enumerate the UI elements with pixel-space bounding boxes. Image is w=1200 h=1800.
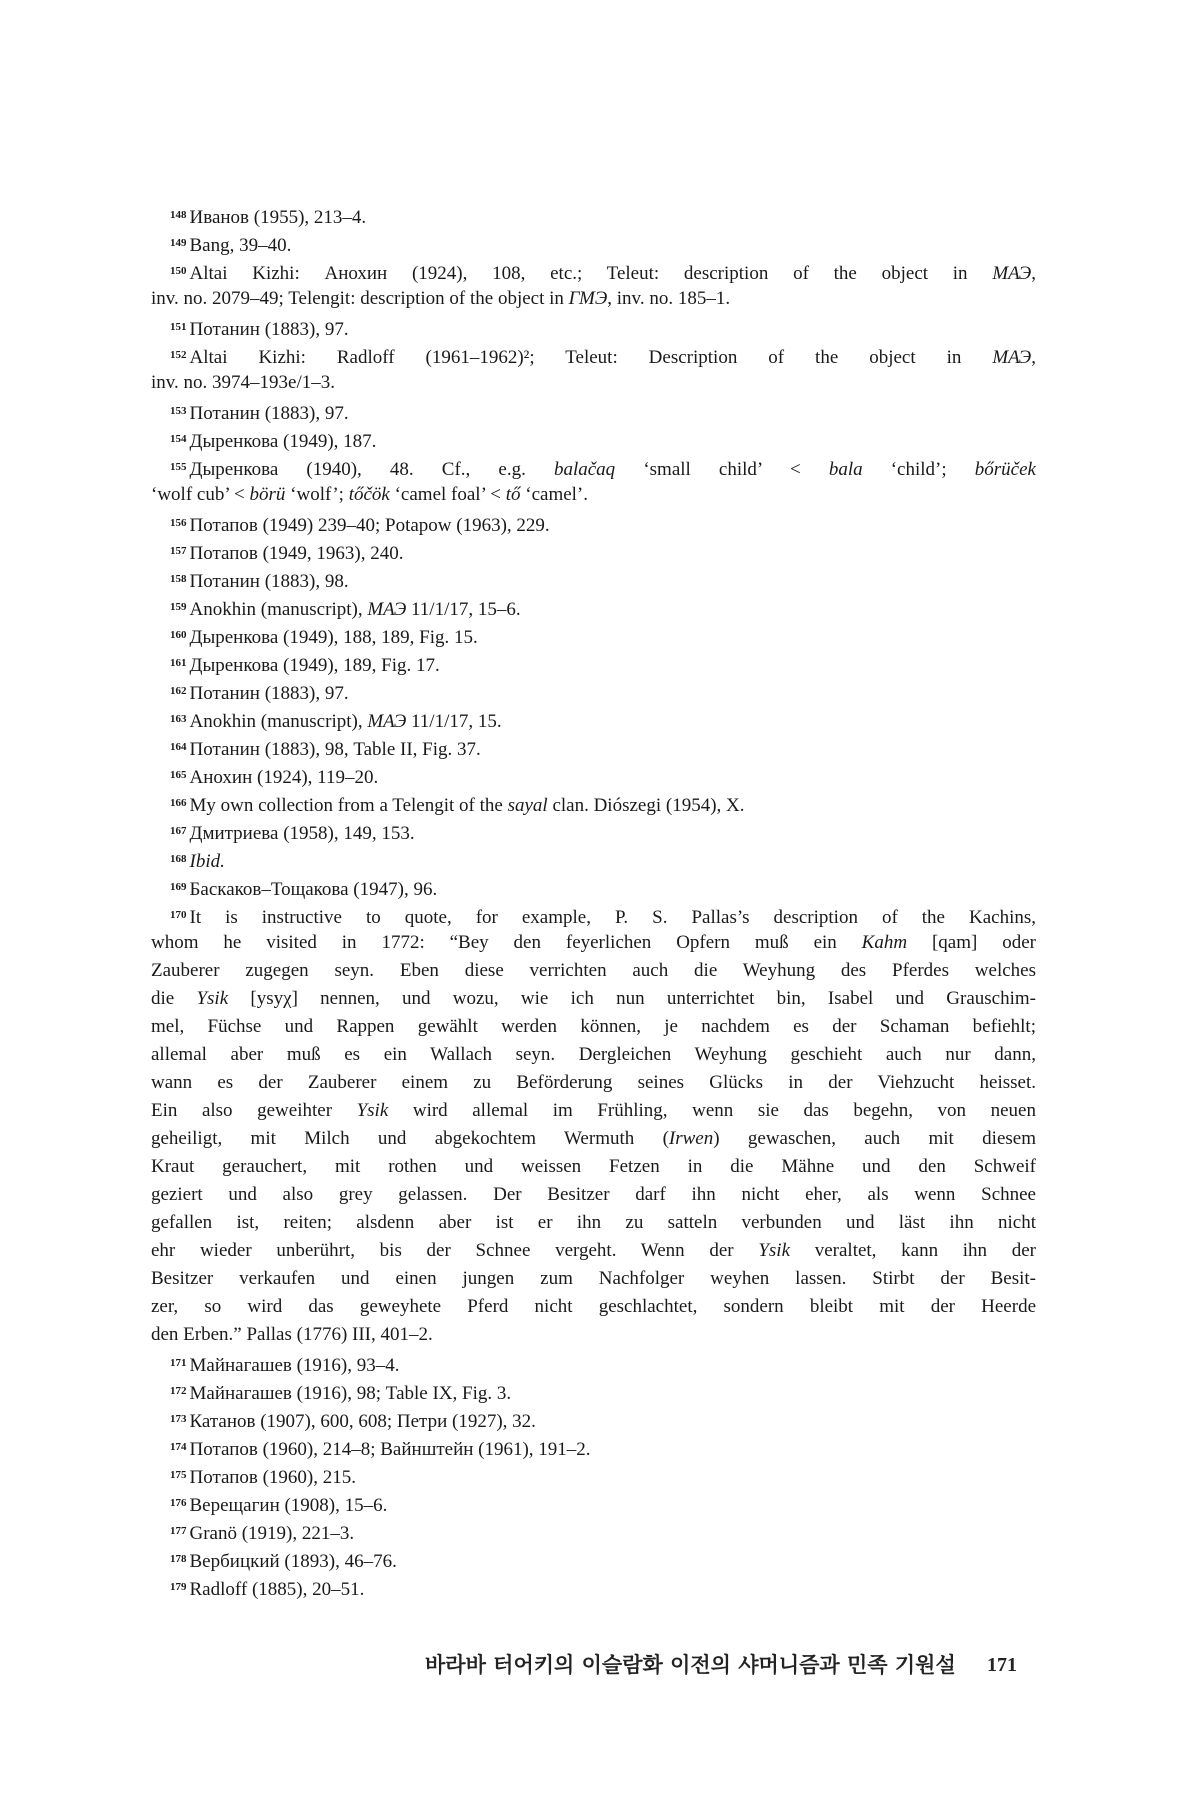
footnote-text: My own collection from a Telengit of the [189,795,508,816]
footnote-text: den Erben.” Pallas (1776) III, 401–2. [151,1324,433,1345]
footnote-text: Radloff (1885), 20–51. [189,1579,365,1600]
footnote-163 [151,705,1036,733]
footnote-152 [151,341,1036,397]
footnote-text: Потанин (1883), 98. [189,571,349,592]
footnote-line [151,733,1036,761]
footnote-text: veraltet, kann ihn der [790,1240,1036,1261]
italic-term: börü [249,484,286,505]
footnote-line [151,985,1036,1013]
footnote-text: Altai Kizhi: Анохин (1924), 108, etc.; Teleut: description of the object in [189,263,993,284]
footnote-line [151,1573,1036,1601]
footnote-text: It is instructive to quote, for example, P. S. Pallas’s description of the Kachins, [189,907,1036,928]
footnote-number: 151 [170,321,187,333]
page-footer [425,1648,1025,1682]
footnote-line [151,341,1036,369]
footnote-text: gefallen ist, reiten; alsdenn aber ist er ihn zu satteln verbunden und läst ihn nicht [151,1212,1036,1233]
footnote-text: [qam] oder [907,932,1036,953]
italic-term: balačaq [553,459,616,480]
footnote-number: 155 [170,461,187,473]
italic-term: sayal [507,795,548,816]
footnote-text: allemal aber muß es ein Wallach seyn. Dergleichen Weyhung geschieht auch nur dann, [151,1044,1036,1065]
footnote-line [151,201,1036,229]
footnote-number: 178 [170,1553,187,1565]
footnote-text: die [151,988,197,1009]
footnote-text: ‘camel’. [520,484,589,505]
page-number: 171 [987,1654,1017,1676]
footnote-line [151,929,1036,957]
italic-term: МАЭ [992,347,1032,368]
footnote-number: 179 [170,1581,187,1593]
footnote-line [151,1433,1036,1461]
footnote-number: 170 [170,909,187,921]
footnote-line [151,313,1036,341]
footnote-number: 150 [170,265,187,277]
footnote-150 [151,257,1036,313]
footnote-text: Потанин (1883), 97. [189,319,349,340]
footnote-text: Дыренкова (1940), 48. Cf., e.g. [189,459,554,480]
footnote-line [151,705,1036,733]
footnote-line [151,593,1036,621]
footnote-text: Дыренкова (1949), 189, Fig. 17. [189,655,440,676]
italic-term: Kahm [861,932,908,953]
footnote-number: 175 [170,1469,187,1481]
footnote-line [151,817,1036,845]
footnote-text: Anokhin (manuscript), [189,711,368,732]
footnote-number: 160 [170,629,187,641]
footnote-line [151,1153,1036,1181]
footnote-161 [151,649,1036,677]
footnote-number: 164 [170,741,187,753]
footnote-text: [ysyχ] nennen, und wozu, wie ich nun unterrichtet bin, Isabel und Grauschim- [228,988,1036,1009]
footnote-line [151,761,1036,789]
footnote-number: 154 [170,433,187,445]
footnote-number: 149 [170,237,187,249]
footnote-text: clan. Diószegi (1954), X. [547,795,745,816]
italic-term: МАЭ [367,599,407,620]
footnote-number: 162 [170,685,187,697]
footnote-160 [151,621,1036,649]
footnote-line [151,425,1036,453]
footnote-text: zer, so wird das geweyhete Pferd nicht geschlachtet, sondern bleibt mit der Heerde [151,1296,1036,1317]
footnote-text: Besitzer verkaufen und einen jungen zum Nachfolger weyhen lassen. Stirbt der Besit- [151,1268,1036,1289]
footnote-text: wann es der Zauberer einem zu Beförderung seines Glücks in der Viehzucht heisset. [151,1072,1036,1093]
footnote-177 [151,1517,1036,1545]
footnote-line [151,481,1036,509]
italic-term: Irwen [668,1128,714,1149]
footnote-line [151,845,1036,873]
footnote-line [151,1181,1036,1209]
footnote-text: Дыренкова (1949), 187. [189,431,377,452]
footnote-164 [151,733,1036,761]
footnote-text: Потанин (1883), 97. [189,403,349,424]
footnote-text: ) gewaschen, auch mit diesem [713,1128,1036,1149]
footnote-number: 169 [170,881,187,893]
footnote-172 [151,1377,1036,1405]
footnote-number: 158 [170,573,187,585]
footnote-line [151,285,1036,313]
footnote-178 [151,1545,1036,1573]
footnote-text: ‘small child’ < [615,459,829,480]
footnote-179 [151,1573,1036,1601]
italic-term: ГМЭ [568,288,608,309]
footnote-text: , [1031,347,1036,368]
footnote-line [151,1097,1036,1125]
footnote-176 [151,1489,1036,1517]
footnote-169 [151,873,1036,901]
footnote-number: 174 [170,1441,187,1453]
footnote-line [151,1209,1036,1237]
footnote-number: 172 [170,1385,187,1397]
footnote-number: 163 [170,713,187,725]
footnote-line [151,1293,1036,1321]
footnote-line [151,1013,1036,1041]
footnote-number: 159 [170,601,187,613]
footnote-number: 166 [170,797,187,809]
footnote-text: Потапов (1960), 215. [189,1467,356,1488]
footnote-number: 148 [170,209,187,221]
footnote-line [151,369,1036,397]
footnote-text: Потанин (1883), 98, Table II, Fig. 37. [189,739,481,760]
italic-term: МАЭ [992,263,1032,284]
italic-term: bala [828,459,863,480]
footnote-149 [151,229,1036,257]
footnote-number: 177 [170,1525,187,1537]
footnote-number: 176 [170,1497,187,1509]
footnote-line [151,509,1036,537]
footnote-number: 152 [170,349,187,361]
italic-term: bőrüček [974,459,1036,480]
footnote-text: mel, Füchse und Rappen gewählt werden können, je nachdem es der Schaman befiehlt; [151,1016,1036,1037]
footnote-text: inv. no. 3974–193e/1–3. [151,372,336,393]
footnote-text: geziert und also grey gelassen. Der Besitzer darf ihn nicht eher, als wenn Schnee [151,1184,1036,1205]
footnote-text: Granö (1919), 221–3. [189,1523,355,1544]
footnote-line [151,397,1036,425]
footnote-148 [151,201,1036,229]
footnotes-list [151,201,1036,1601]
footnote-text: geheiligt, mit Milch und abgekochtem Wermuth ( [151,1128,669,1149]
footnote-170 [151,901,1036,1349]
footnote-text: Bang, 39–40. [189,235,292,256]
footnote-number: 156 [170,517,187,529]
footnote-line [151,1125,1036,1153]
footnote-167 [151,817,1036,845]
footnote-151 [151,313,1036,341]
footnote-line [151,1405,1036,1433]
footnote-text: Ein also geweihter [151,1100,357,1121]
footnote-line [151,789,1036,817]
footnote-text: , inv. no. 185–1. [607,288,731,309]
footnote-156 [151,509,1036,537]
footnote-text: Потапов (1960), 214–8; Вайнштейн (1961), 191–2. [189,1439,591,1460]
footnote-158 [151,565,1036,593]
italic-term: Ysik [356,1100,389,1121]
footnote-154 [151,425,1036,453]
footnote-text: wird allemal im Frühling, wenn sie das begehn, von neuen [388,1100,1036,1121]
footnote-line [151,257,1036,285]
footnote-line [151,957,1036,985]
footnote-line [151,1041,1036,1069]
footnote-text: Дыренкова (1949), 188, 189, Fig. 15. [189,627,478,648]
footnote-line [151,1321,1036,1349]
footnote-text: ehr wieder unberührt, bis der Schnee vergeht. Wenn der [151,1240,759,1261]
footnote-line [151,453,1036,481]
footnote-number: 173 [170,1413,187,1425]
footnote-number: 167 [170,825,187,837]
footnote-text: Катанов (1907), 600, 608; Петри (1927), 32. [189,1411,536,1432]
footnote-168 [151,845,1036,873]
footnote-159 [151,593,1036,621]
footnote-line [151,1377,1036,1405]
footnote-line [151,1237,1036,1265]
footnote-text: 11/1/17, 15–6. [406,599,521,620]
footnote-line [151,1265,1036,1293]
footnote-text: Майнагашев (1916), 98; Table IX, Fig. 3. [189,1383,512,1404]
footnote-text: Анохин (1924), 119–20. [189,767,379,788]
footnote-text: Altai Kizhi: Radloff (1961–1962)²; Teleut: Description of the object in [189,347,993,368]
footnote-text: Иванов (1955), 213–4. [189,207,367,228]
italic-term: tőčök [348,484,390,505]
footnote-text: Верещагин (1908), 15–6. [189,1495,388,1516]
footnote-line [151,565,1036,593]
italic-term: Ysik [758,1240,791,1261]
italic-term: Ysik [196,988,229,1009]
footnote-number: 161 [170,657,187,669]
footnote-text: Баскаков–Тощакова (1947), 96. [189,879,438,900]
footnote-157 [151,537,1036,565]
footnote-text: whom he visited in 1772: “Bey den feyerlichen Opfern muß ein [151,932,862,953]
footnote-line [151,229,1036,257]
footnote-166 [151,789,1036,817]
footnote-number: 165 [170,769,187,781]
footnote-text: ‘camel foal’ < [389,484,506,505]
italic-term: Ibid. [189,851,225,872]
footnote-text: ‘child’; [862,459,975,480]
footnote-171 [151,1349,1036,1377]
footnote-line [151,537,1036,565]
italic-term: МАЭ [367,711,407,732]
footnote-line [151,677,1036,705]
footnote-line [151,621,1036,649]
footnote-text: 11/1/17, 15. [406,711,502,732]
footnote-text: ‘wolf cub’ < [151,484,250,505]
footnote-text: Zauberer zugegen seyn. Eben diese verrichten auch die Weyhung des Pferdes welches [151,960,1036,981]
footnote-number: 168 [170,853,187,865]
footnote-number: 157 [170,545,187,557]
footnote-text: , [1031,263,1036,284]
footnote-line [151,873,1036,901]
footnote-173 [151,1405,1036,1433]
footnote-text: Потапов (1949) 239–40; Potapow (1963), 229. [189,515,550,536]
footnote-text: Потанин (1883), 97. [189,683,349,704]
footnote-line [151,1461,1036,1489]
footnote-text: Kraut gerauchert, mit rothen und weissen Fetzen in die Mähne und den Schweif [151,1156,1036,1177]
footnote-text: Вербицкий (1893), 46–76. [189,1551,397,1572]
footnote-153 [151,397,1036,425]
footnote-text: ‘wolf’; [285,484,349,505]
footnote-line [151,1489,1036,1517]
footnote-number: 171 [170,1357,187,1369]
footnote-number: 153 [170,405,187,417]
footnote-line [151,1349,1036,1377]
italic-term: tő [505,484,521,505]
footnote-174 [151,1433,1036,1461]
footnote-text: Anokhin (manuscript), [189,599,368,620]
footnote-175 [151,1461,1036,1489]
footnote-line [151,649,1036,677]
footnote-text: Потапов (1949, 1963), 240. [189,543,404,564]
footnote-line [151,1069,1036,1097]
footnote-162 [151,677,1036,705]
footnote-line [151,1517,1036,1545]
footnote-text: Дмитриева (1958), 149, 153. [189,823,415,844]
footnote-line [151,901,1036,929]
footnote-text: inv. no. 2079–49; Telengit: description of the object in [151,288,569,309]
footnote-155 [151,453,1036,509]
footnote-line [151,1545,1036,1573]
footnote-165 [151,761,1036,789]
footnote-text: Майнагашев (1916), 93–4. [189,1355,400,1376]
running-title: 바라바 터어키의 이슬람화 이전의 샤머니즘과 민족 기원설 [425,1653,956,1677]
